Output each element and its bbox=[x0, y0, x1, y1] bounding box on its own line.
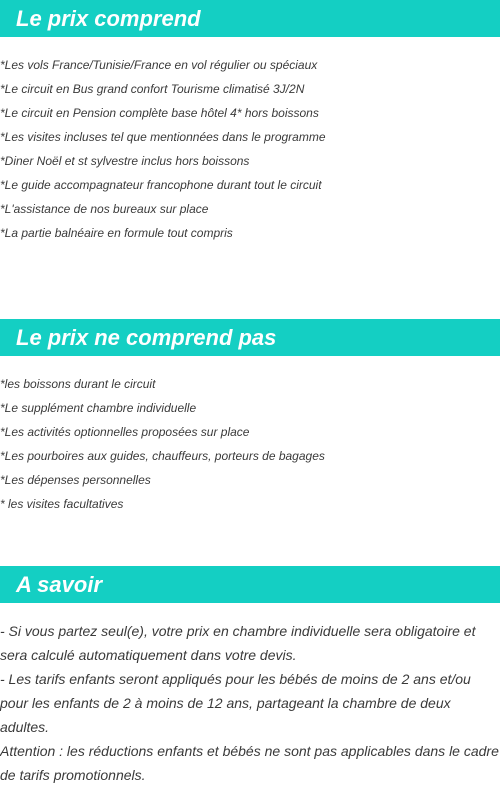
section-good-to-know bbox=[0, 566, 500, 787]
note-paragraph: - Si vous partez seul(e), votre prix en chambre individuelle sera obligatoire et sera calculé automatiquement dans votre devis. bbox=[0, 623, 476, 663]
list-item: *Le supplément chambre individuelle bbox=[0, 401, 197, 415]
list-item: *La partie balnéaire en formule tout compris bbox=[0, 226, 233, 240]
section-heading-price-excludes: Le prix ne comprend pas bbox=[0, 319, 500, 356]
list-item: *L'assistance de nos bureaux sur place bbox=[0, 202, 209, 216]
list-item: *Les dépenses personnelles bbox=[0, 473, 151, 487]
list-item: *Le guide accompagnateur francophone durant tout le circuit bbox=[0, 178, 322, 192]
list-item: *Les visites incluses tel que mentionnées dans le programme bbox=[0, 130, 326, 144]
price-excludes-list bbox=[0, 372, 500, 516]
list-item: *Le circuit en Bus grand confort Tourisme climatisé 3J/2N bbox=[0, 82, 305, 96]
list-item: *Les pourboires aux guides, chauffeurs, porteurs de bagages bbox=[0, 449, 325, 463]
good-to-know-notes bbox=[0, 619, 500, 787]
section-price-excludes bbox=[0, 319, 500, 516]
list-item: *Diner Noël et st sylvestre inclus hors boissons bbox=[0, 154, 250, 168]
list-item: *Le circuit en Pension complète base hôtel 4* hors boissons bbox=[0, 106, 319, 120]
list-item: *Les vols France/Tunisie/France en vol régulier ou spéciaux bbox=[0, 58, 318, 72]
section-price-includes bbox=[0, 0, 500, 245]
section-heading-good-to-know: A savoir bbox=[0, 566, 500, 603]
list-item: *Les activités optionnelles proposées sur place bbox=[0, 425, 250, 439]
list-item: * les visites facultatives bbox=[0, 497, 124, 511]
list-item: *les boissons durant le circuit bbox=[0, 377, 156, 391]
section-heading-price-includes: Le prix comprend bbox=[0, 0, 500, 37]
price-includes-list bbox=[0, 53, 500, 245]
note-paragraph: Attention : les réductions enfants et bébés ne sont pas applicables dans le cadre de tarifs promotionnels. bbox=[0, 743, 499, 783]
note-paragraph: - Les tarifs enfants seront appliqués pour les bébés de moins de 2 ans et/ou pour les enfants de 2 à moins de 12 ans, partageant la chambre de deux adultes. bbox=[0, 671, 471, 735]
